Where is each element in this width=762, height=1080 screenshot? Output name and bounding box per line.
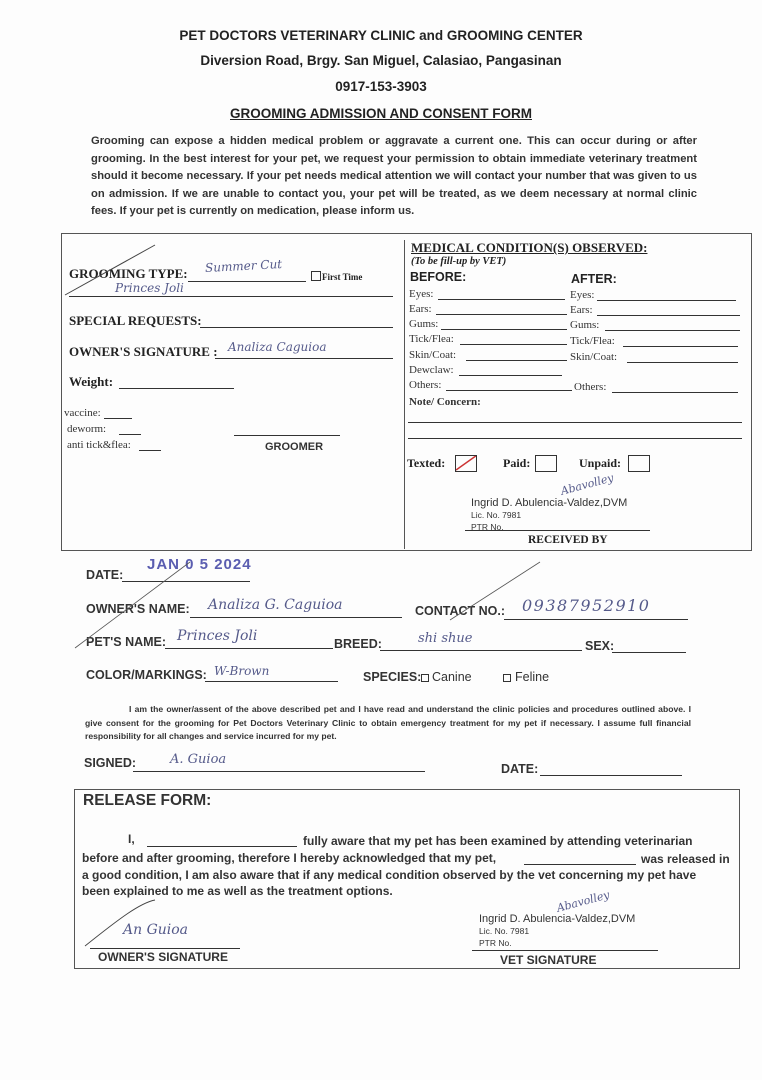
medical-title: MEDICAL CONDITION(S) OBSERVED: bbox=[411, 240, 648, 255]
vet-stamp-top bbox=[471, 497, 627, 533]
owner-name-value[interactable]: Analiza G. Caguioa bbox=[208, 597, 343, 613]
pet-name-label: PET'S NAME: bbox=[86, 635, 167, 649]
received-by-label: RECEIVED BY bbox=[528, 534, 608, 546]
deworm-label: deworm: bbox=[67, 423, 107, 435]
before-item-line[interactable] bbox=[438, 299, 565, 300]
date2-label: DATE: bbox=[501, 762, 539, 776]
owner-signature-label: OWNER'S SIGNATURE : bbox=[69, 344, 218, 359]
vet-lic-bottom: Lic. No. 7981 bbox=[479, 926, 530, 936]
owner-signature-value[interactable]: Analiza Caguioa bbox=[228, 340, 327, 354]
special-requests-label: SPECIAL REQUESTS: bbox=[69, 313, 202, 328]
feline-label: Feline bbox=[515, 670, 550, 684]
signed-value[interactable]: A. Guioa bbox=[170, 752, 227, 767]
after-item-line[interactable] bbox=[623, 346, 738, 347]
release-owner-sig-value[interactable]: An Guioa bbox=[123, 922, 189, 938]
strike-mark-2 bbox=[70, 560, 550, 650]
first-time-checkbox[interactable] bbox=[311, 271, 321, 281]
medical-subtitle: (To be fill-up by VET) bbox=[411, 256, 507, 267]
before-item-line[interactable] bbox=[460, 344, 567, 345]
vet-ptr-bottom: PTR No. bbox=[479, 938, 512, 948]
texted-checkbox[interactable] bbox=[455, 455, 477, 472]
before-item-dewclaw: Dewclaw: bbox=[409, 364, 454, 376]
antitick-label: anti tick&flea: bbox=[67, 439, 131, 451]
texted-label: Texted: bbox=[407, 456, 446, 470]
strike-mark-1 bbox=[60, 240, 170, 300]
vet-stamp-bottom bbox=[479, 913, 635, 949]
owner-sig-label: OWNER'S SIGNATURE bbox=[98, 950, 228, 964]
clinic-phone: 0917-153-3903 bbox=[335, 79, 427, 94]
clinic-name: PET DOCTORS VETERINARY CLINIC and GROOMING CENTER bbox=[179, 28, 583, 43]
before-label: BEFORE: bbox=[410, 270, 467, 284]
pet-name-value[interactable]: Princes Joli bbox=[177, 628, 258, 644]
paid-label: Paid: bbox=[503, 456, 531, 470]
release-line4: been explained to me as well as the treatment options. bbox=[82, 884, 393, 898]
weight-label: Weight: bbox=[69, 374, 114, 389]
after-item-line[interactable] bbox=[597, 315, 740, 316]
species-label: SPECIES: bbox=[363, 670, 422, 684]
after-item-gums: Gums: bbox=[570, 319, 600, 331]
after-item-line[interactable] bbox=[612, 392, 738, 393]
before-item-line[interactable] bbox=[446, 390, 572, 391]
before-item-tickflea: Tick/Flea: bbox=[409, 333, 454, 345]
after-item-others: Others: bbox=[574, 381, 607, 393]
before-item-line[interactable] bbox=[441, 329, 567, 330]
after-item-line[interactable] bbox=[627, 362, 738, 363]
box-divider bbox=[404, 240, 405, 549]
vet-sig-label: VET SIGNATURE bbox=[500, 953, 597, 967]
after-label: AFTER: bbox=[571, 272, 617, 286]
grooming-pet-name[interactable]: Princes Joli bbox=[115, 281, 184, 295]
breed-value[interactable]: shi shue bbox=[418, 631, 473, 646]
first-time-label: First Time bbox=[322, 272, 363, 282]
contact-value[interactable]: 09387952910 bbox=[522, 596, 651, 615]
release-line2-a: before and after grooming, therefore I hereby acknowledged that my pet, bbox=[82, 851, 497, 865]
release-line1-a: I, bbox=[128, 832, 135, 846]
before-item-ears: Ears: bbox=[409, 303, 432, 315]
before-item-skincoat: Skin/Coat: bbox=[409, 349, 457, 361]
unpaid-label: Unpaid: bbox=[579, 456, 622, 470]
vet-name-bottom: Ingrid D. Abulencia-Valdez,DVM bbox=[479, 913, 636, 925]
paid-checkbox[interactable] bbox=[535, 455, 557, 472]
canine-checkbox[interactable] bbox=[421, 674, 429, 682]
before-item-line[interactable] bbox=[459, 375, 562, 376]
before-item-gums: Gums: bbox=[409, 318, 439, 330]
sex-label: SEX: bbox=[585, 639, 615, 653]
release-line1-b: fully aware that my pet has been examined by attending veterinarian bbox=[303, 834, 693, 848]
vet-lic: Lic. No. 7981 bbox=[471, 510, 522, 520]
color-label: COLOR/MARKINGS: bbox=[86, 668, 207, 682]
after-item-skincoat: Skin/Coat: bbox=[570, 351, 618, 363]
vet-signature-scribble-bottom: Abavolley bbox=[555, 888, 611, 915]
vet-ptr: PTR No. bbox=[471, 522, 504, 532]
signed-label: SIGNED: bbox=[84, 756, 137, 770]
consent-text: I am the owner/assent of the above described pet and I have read and understand the clinic policies and procedures outlined above. I give consent for the grooming for Pet Doctors Veterinary Clinic to obtain emergency treatment for my pet if necessary. I assume full financial responsibility for all changes and service incurred for my pet. bbox=[85, 704, 691, 741]
after-item-tickflea: Tick/Flea: bbox=[570, 335, 615, 347]
grooming-type-value[interactable]: Summer Cut bbox=[204, 256, 283, 276]
vaccine-label: vaccine: bbox=[64, 407, 101, 419]
date-stamp: JAN 0 5 2024 bbox=[147, 556, 252, 573]
vet-signature-scribble-top: Abavolley bbox=[559, 471, 615, 498]
intro-paragraph: Grooming can expose a hidden medical problem or aggravate a current one. This can occur during or after grooming. In the best interest for your pet, we request your permission to obtain immediate veterinary treatment should it become necessary. If your pet needs medical attention we will contact your number that was given to us on admission. If we are unable to contact you, your pet will be treated, as we deem necessary at normal clinic fees. If your pet is currently on medication, please inform us. bbox=[91, 135, 697, 217]
before-item-line[interactable] bbox=[466, 360, 567, 361]
after-item-ears: Ears: bbox=[570, 304, 593, 316]
feline-checkbox[interactable] bbox=[503, 674, 511, 682]
groomer-label: GROOMER bbox=[265, 441, 324, 453]
date-label: DATE: bbox=[86, 568, 124, 582]
contact-label: CONTACT NO.: bbox=[415, 604, 506, 618]
color-value[interactable]: W-Brown bbox=[214, 664, 270, 678]
unpaid-checkbox[interactable] bbox=[628, 455, 650, 472]
release-line3: a good condition, I am also aware that if any medical condition observed by the vet concerning my pet have bbox=[82, 868, 697, 882]
note-label: Note/ Concern: bbox=[409, 396, 481, 408]
grooming-type-label: GROOMING TYPE: bbox=[69, 266, 188, 281]
after-item-line[interactable] bbox=[605, 330, 740, 331]
canine-label: Canine bbox=[432, 670, 472, 684]
before-item-others: Others: bbox=[409, 379, 442, 391]
clinic-address: Diversion Road, Brgy. San Miguel, Calasiao, Pangasinan bbox=[200, 53, 562, 68]
after-item-line[interactable] bbox=[597, 300, 736, 301]
before-item-eyes: Eyes: bbox=[409, 288, 434, 300]
release-line2-b: was released in bbox=[641, 852, 730, 866]
owner-name-label: OWNER'S NAME: bbox=[86, 602, 190, 616]
breed-label: BREED: bbox=[334, 637, 382, 651]
after-item-eyes: Eyes: bbox=[570, 289, 595, 301]
before-item-line[interactable] bbox=[436, 314, 567, 315]
vet-name: Ingrid D. Abulencia-Valdez,DVM bbox=[471, 497, 628, 509]
release-title: RELEASE FORM: bbox=[83, 792, 212, 809]
form-title: GROOMING ADMISSION AND CONSENT FORM bbox=[230, 106, 532, 121]
